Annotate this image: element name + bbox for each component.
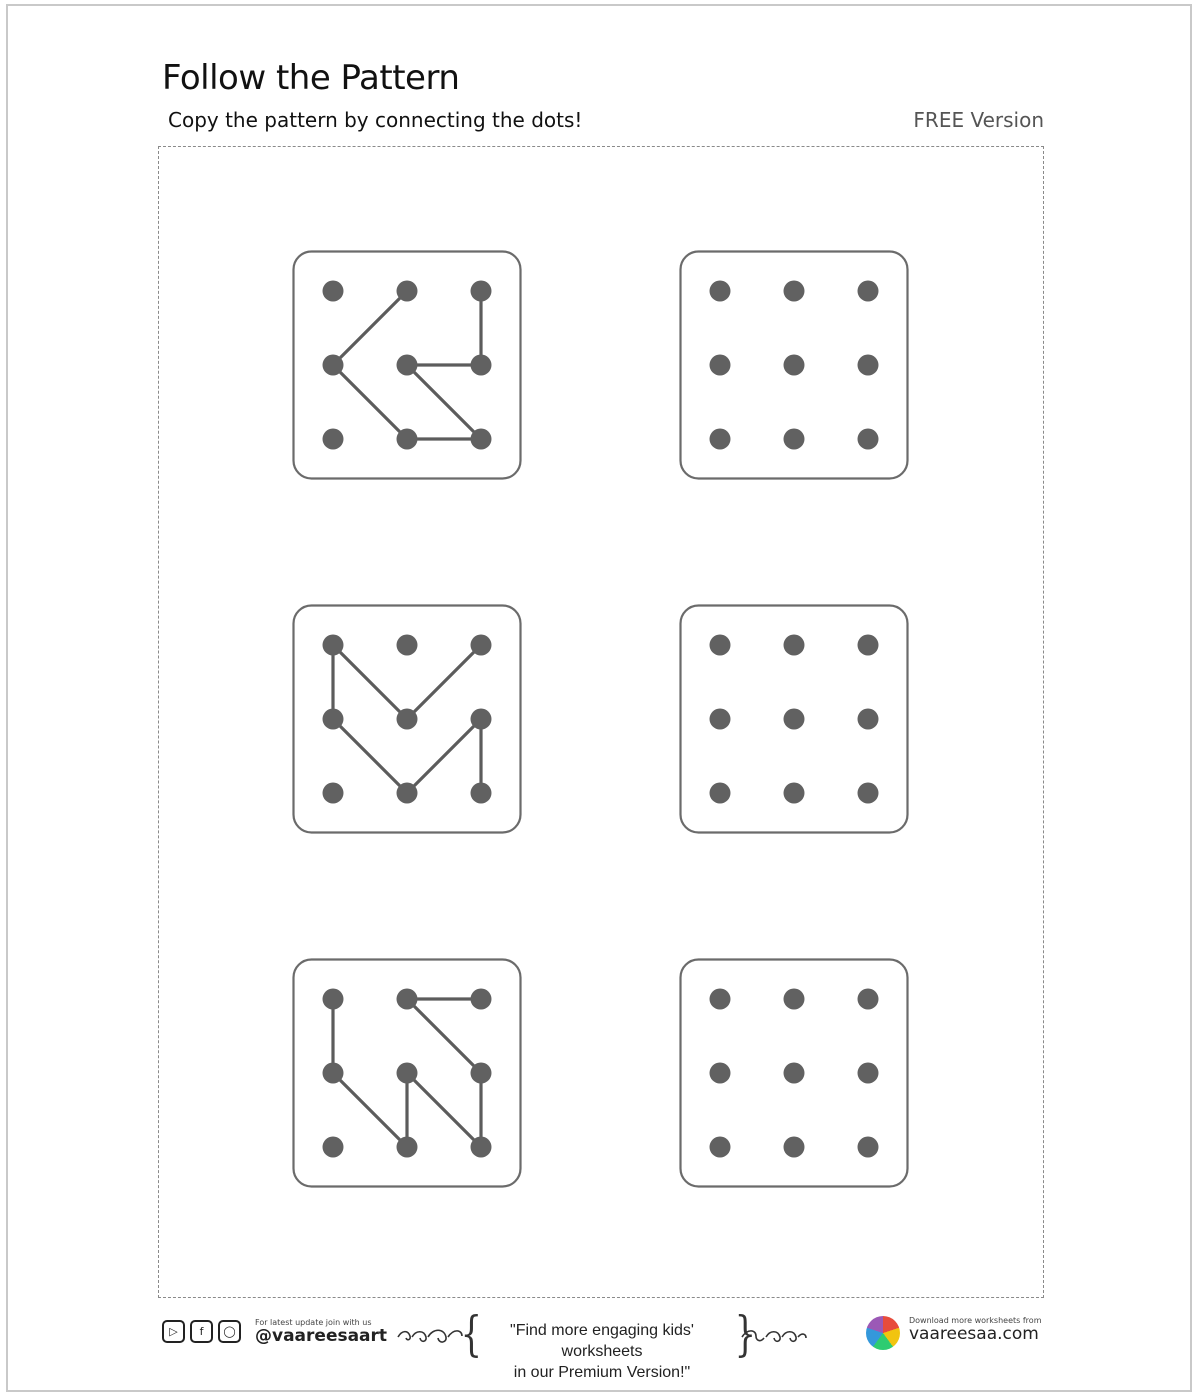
promo-line-2: in our Premium Version!" — [513, 1364, 691, 1381]
grid-dot[interactable] — [858, 355, 879, 376]
grid-dot — [397, 355, 418, 376]
grid-dot — [397, 783, 418, 804]
grid-dot — [323, 989, 344, 1010]
grid-dot — [397, 1063, 418, 1084]
grid-dot[interactable] — [858, 635, 879, 656]
grid-dot — [471, 1063, 492, 1084]
practice-dot-grid[interactable] — [679, 958, 909, 1188]
grid-dot — [323, 281, 344, 302]
grid-dot[interactable] — [710, 1137, 731, 1158]
site-url[interactable]: vaareesaa.com — [909, 1324, 1039, 1344]
practice-grid-svg — [679, 250, 909, 480]
social-handle[interactable]: @vaareesaart — [255, 1326, 388, 1346]
grid-dot — [323, 783, 344, 804]
left-brace: { — [460, 1306, 482, 1362]
grid-dot[interactable] — [858, 989, 879, 1010]
grid-dot[interactable] — [858, 1137, 879, 1158]
grid-dot[interactable] — [784, 281, 805, 302]
social-icons — [162, 1320, 241, 1343]
footer — [0, 1300, 1200, 1380]
grid-dot — [471, 783, 492, 804]
grid-dot[interactable] — [784, 783, 805, 804]
grid-dot — [471, 989, 492, 1010]
grid-dot — [471, 355, 492, 376]
grid-dot — [397, 281, 418, 302]
grid-dot — [397, 429, 418, 450]
version-label: FREE Version — [913, 108, 1044, 132]
right-swirl-ornament — [740, 1326, 808, 1348]
grid-dot — [323, 429, 344, 450]
grid-dot — [471, 709, 492, 730]
practice-dot-grid[interactable] — [679, 604, 909, 834]
example-pattern-grid — [292, 604, 522, 834]
worksheet-instructions: Copy the pattern by connecting the dots! — [168, 108, 583, 132]
grid-dot — [397, 1137, 418, 1158]
instagram-icon[interactable]: ◯ — [218, 1320, 241, 1343]
grid-dot[interactable] — [710, 281, 731, 302]
grid-dot[interactable] — [710, 989, 731, 1010]
worksheet-title: Follow the Pattern — [162, 58, 460, 98]
worksheet-work-area — [158, 146, 1044, 1298]
grid-dot[interactable] — [710, 709, 731, 730]
grid-dot — [471, 1137, 492, 1158]
grid-dot[interactable] — [858, 1063, 879, 1084]
grid-dot — [323, 1137, 344, 1158]
example-pattern-grid — [292, 250, 522, 480]
youtube-icon[interactable]: ▷ — [162, 1320, 185, 1343]
vaareesaa-logo — [866, 1316, 900, 1350]
grid-dot[interactable] — [784, 1137, 805, 1158]
practice-dot-grid[interactable] — [679, 250, 909, 480]
grid-dot[interactable] — [858, 429, 879, 450]
grid-dot[interactable] — [784, 709, 805, 730]
practice-grid-svg — [679, 958, 909, 1188]
grid-dot[interactable] — [784, 635, 805, 656]
promo-line-1: "Find more engaging kids' worksheets — [510, 1322, 694, 1360]
grid-dot — [471, 429, 492, 450]
grid-dot[interactable] — [710, 355, 731, 376]
grid-dot[interactable] — [858, 783, 879, 804]
social-label: For latest update join with us — [255, 1318, 372, 1327]
grid-dot — [323, 355, 344, 376]
grid-dot[interactable] — [858, 709, 879, 730]
promo-text — [474, 1320, 730, 1383]
grid-dot[interactable] — [858, 281, 879, 302]
grid-dot — [471, 635, 492, 656]
left-swirl-ornament — [396, 1326, 464, 1348]
site-label: Download more worksheets from — [909, 1316, 1042, 1325]
example-pattern-svg — [292, 250, 522, 480]
grid-dot — [323, 709, 344, 730]
grid-dot[interactable] — [710, 635, 731, 656]
grid-dot — [323, 1063, 344, 1084]
grid-dot — [397, 635, 418, 656]
example-pattern-svg — [292, 958, 522, 1188]
practice-grid-svg — [679, 604, 909, 834]
grid-dot[interactable] — [710, 429, 731, 450]
grid-dot[interactable] — [784, 355, 805, 376]
right-brace: } — [734, 1306, 756, 1362]
premium-promo — [396, 1306, 808, 1381]
grid-dot[interactable] — [710, 783, 731, 804]
grid-dot[interactable] — [784, 989, 805, 1010]
grid-dot — [471, 281, 492, 302]
grid-dot[interactable] — [710, 1063, 731, 1084]
grid-dot — [323, 635, 344, 656]
example-pattern-svg — [292, 604, 522, 834]
grid-dot[interactable] — [784, 1063, 805, 1084]
grid-dot — [397, 989, 418, 1010]
facebook-icon[interactable]: f — [190, 1320, 213, 1343]
example-pattern-grid — [292, 958, 522, 1188]
grid-dot — [397, 709, 418, 730]
grid-dot[interactable] — [784, 429, 805, 450]
